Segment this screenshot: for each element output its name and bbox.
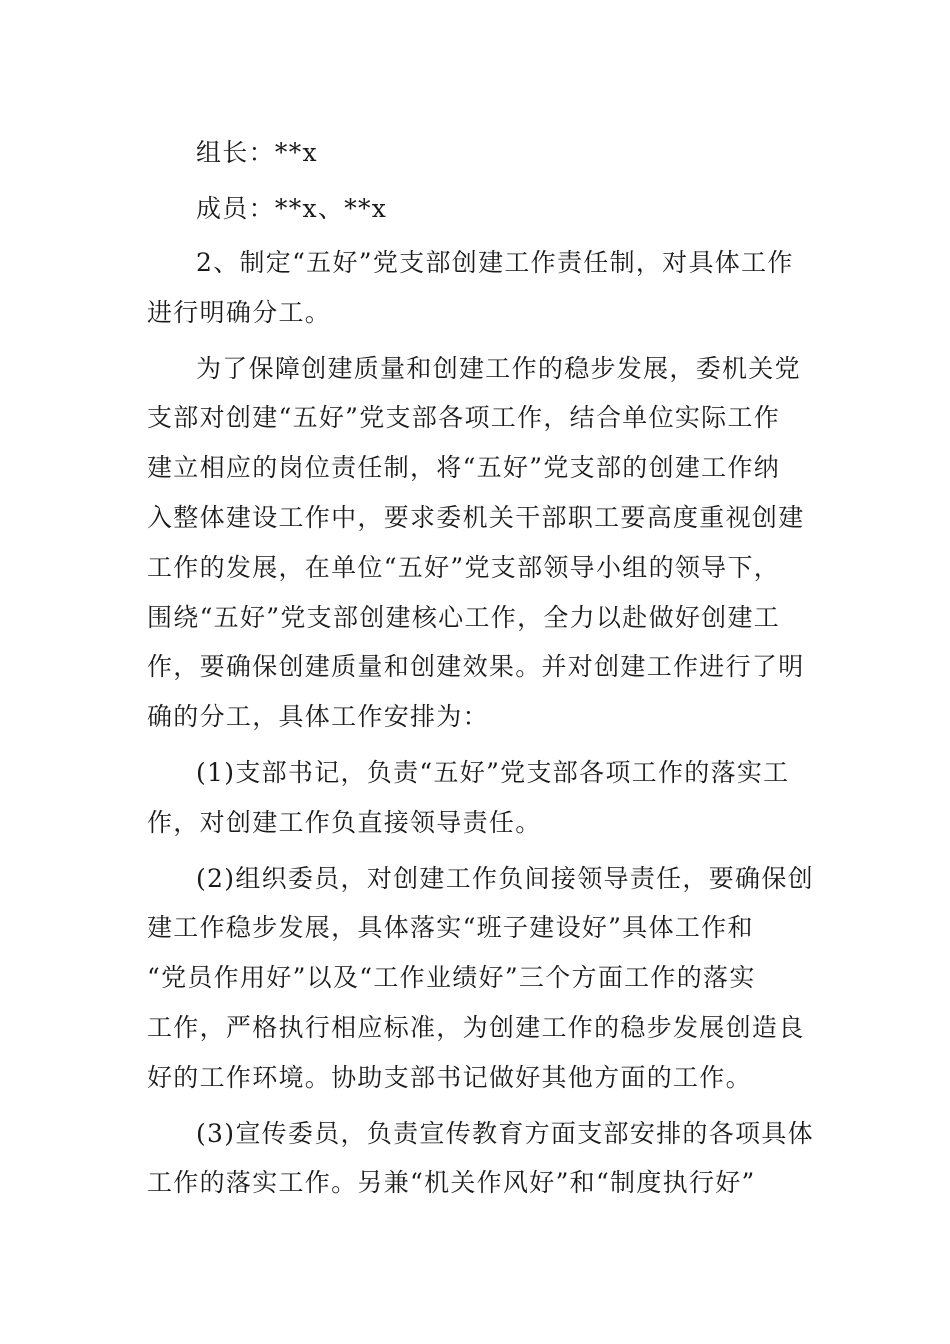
item2-line-2: 建工作稳步发展，具体落实“班子建设好”具体工作和 xyxy=(147,913,754,942)
item2-line-4: 工作，严格执行相应标准，为创建工作的稳步发展创造良 xyxy=(147,1013,805,1042)
intro-line-5: 工作的发展，在单位“五好”党支部领导小组的领导下， xyxy=(147,553,781,582)
group-members-line: 成员：**x、**x xyxy=(196,194,388,223)
item1-line-1: (1)支部书记，负责“五好”党支部各项工作的落实工 xyxy=(196,758,790,787)
intro-line-3: 建立相应的岗位责任制，将“五好”党支部的创建工作纳 xyxy=(147,453,781,482)
intro-line-6: 围绕“五好”党支部创建核心工作，全力以赴做好创建工 xyxy=(147,603,781,632)
intro-line-8: 确的分工，具体工作安排为： xyxy=(147,702,489,731)
section2-heading-line-2: 进行明确分工。 xyxy=(147,298,332,327)
item3-line-2: 工作的落实工作。另兼“机关作风好”和“制度执行好” xyxy=(147,1168,756,1197)
item2-line-3: “党员作用好”以及“工作业绩好”三个方面工作的落实 xyxy=(147,963,756,992)
intro-line-7: 作，要确保创建质量和创建效果。并对创建工作进行了明 xyxy=(147,652,805,681)
intro-line-1: 为了保障创建质量和创建工作的稳步发展，委机关党 xyxy=(196,354,801,383)
item1-line-2: 作，对创建工作负直接领导责任。 xyxy=(147,808,542,837)
item2-line-5: 好的工作环境。协助支部书记做好其他方面的工作。 xyxy=(147,1063,752,1092)
item2-line-1: (2)组织委员，对创建工作负间接领导责任，要确保创 xyxy=(196,864,814,893)
intro-line-4: 入整体建设工作中，要求委机关干部职工要高度重视创建 xyxy=(147,503,805,532)
intro-line-2: 支部对创建“五好”党支部各项工作，结合单位实际工作 xyxy=(147,403,781,432)
section2-heading-line-1: 2、制定“五好”党支部创建工作责任制，对具体工作 xyxy=(196,248,794,277)
item3-line-1: (3)宣传委员，负责宣传教育方面支部安排的各项具体 xyxy=(196,1119,814,1148)
group-leader-line: 组长：**x xyxy=(196,138,318,167)
